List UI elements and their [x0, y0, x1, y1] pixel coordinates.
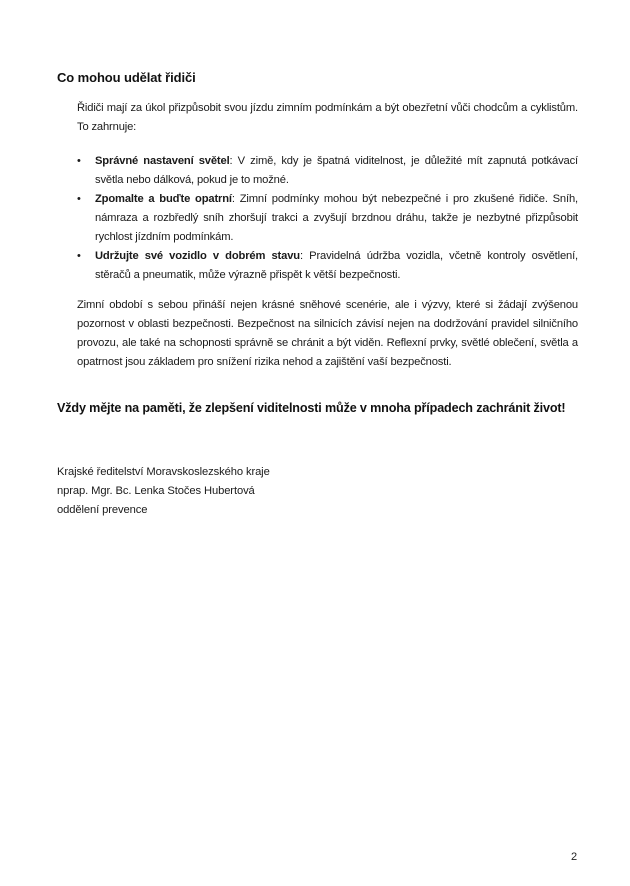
- bullet-icon: •: [77, 193, 81, 205]
- section-heading: Co mohou udělat řidiči: [57, 70, 196, 85]
- list-item-title: Udržujte své vozidlo v dobrém stavu: [95, 250, 300, 262]
- bullet-icon: •: [77, 155, 81, 167]
- list-item: [77, 190, 578, 247]
- list-item-text: : Pravidelná údržba vozidla, včetně kontroly osvětlení, stěračů a pneumatik, může výrazně přispět k větší bezpečnosti.: [95, 250, 578, 281]
- list-item-title: Zpomalte a buďte opatrní: [95, 193, 232, 205]
- closing-paragraph: Zimní období s sebou přináší nejen krásné sněhové scenérie, ale i výzvy, které si žádají zvýšenou pozornost v oblasti bezpečnosti. Bezpečnost na silnicích závisí nejen na dodržování pravidel silničního provozu, ale také na schopnosti správně se chránit a být viděn. Reflexní prvky, světlé oblečení, světla a opatrnost jsou základem pro snížení rizika nehod a zajištění vaší bezpečnosti.: [77, 299, 578, 368]
- page-number: 2: [571, 851, 578, 863]
- emphasis-statement: Vždy mějte na paměti, že zlepšení viditelnosti může v mnoha případech zachránit život!: [57, 401, 566, 415]
- list-item-text: : Zimní podmínky mohou být nebezpečné i pro zkušené řidiče. Sníh, námraza a rozbředlý sníh zhoršují trakci a zvyšují brzdnou dráhu, takže je nezbytné přizpůsobit rychlost jízdním podmínkám.: [95, 193, 578, 243]
- tips-list: [77, 152, 578, 285]
- signature-author: nprap. Mgr. Bc. Lenka Stočes Hubertová: [57, 485, 255, 497]
- list-item: [77, 152, 578, 190]
- signature-block: [57, 463, 270, 520]
- signature-organization: Krajské ředitelství Moravskoslezského kraje: [57, 466, 270, 478]
- bullet-icon: •: [77, 250, 81, 262]
- signature-department: oddělení prevence: [57, 504, 148, 516]
- list-item-text: : V zimě, kdy je špatná viditelnost, je důležité mít zapnutá potkávací světla nebo dálková, pokud je to možné.: [95, 155, 578, 186]
- intro-paragraph: Řidiči mají za úkol přizpůsobit svou jízdu zimním podmínkám a být obezřetní vůči chodcům a cyklistům. To zahrnuje:: [77, 102, 578, 133]
- list-item-title: Správné nastavení světel: [95, 155, 230, 167]
- list-item: [77, 247, 578, 285]
